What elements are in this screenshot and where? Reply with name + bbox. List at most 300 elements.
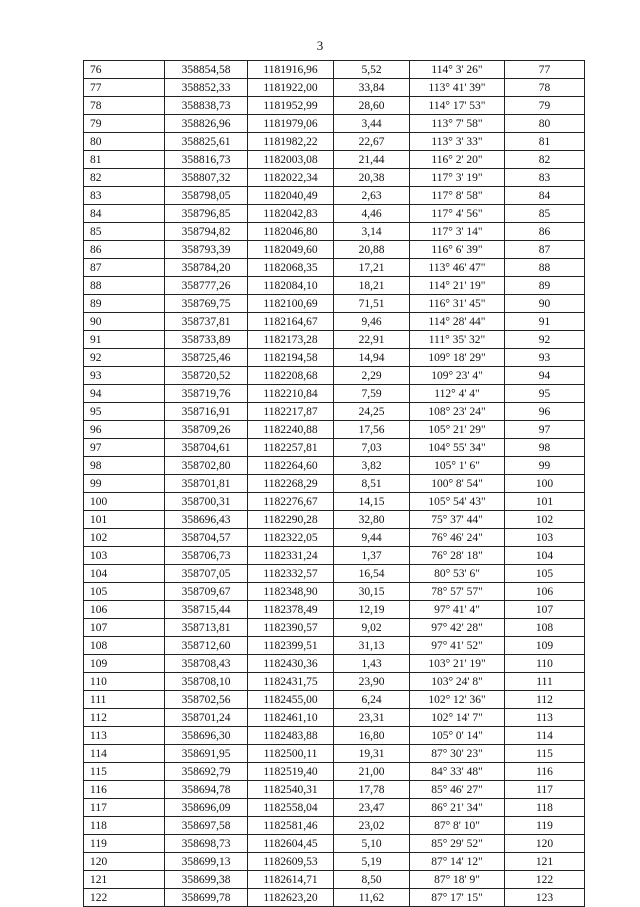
table-row: [84, 457, 585, 475]
table-cell: 105: [505, 565, 585, 583]
table-cell: 358715,44: [165, 601, 248, 619]
table-cell: 79: [505, 97, 585, 115]
table-cell: 358699,13: [165, 853, 248, 871]
table-cell: 116° 2' 20": [410, 151, 505, 169]
table-cell: 1182164,67: [248, 313, 334, 331]
table-cell: 114° 28' 44": [410, 313, 505, 331]
table-cell: 100: [505, 475, 585, 493]
table-cell: 101: [84, 511, 165, 529]
table-cell: 14,94: [334, 349, 410, 367]
table-cell: 107: [505, 601, 585, 619]
table-cell: 117° 3' 14": [410, 223, 505, 241]
table-row: [84, 367, 585, 385]
table-cell: 82: [84, 169, 165, 187]
table-cell: 6,24: [334, 691, 410, 709]
table-cell: 358691,95: [165, 745, 248, 763]
table-cell: 1182348,90: [248, 583, 334, 601]
table-cell: 105° 0' 14": [410, 727, 505, 745]
table-cell: 358699,38: [165, 871, 248, 889]
table-cell: 87: [84, 259, 165, 277]
table-cell: 358798,05: [165, 187, 248, 205]
table-cell: 85: [505, 205, 585, 223]
table-cell: 110: [505, 655, 585, 673]
table-cell: 86: [84, 241, 165, 259]
table-cell: 113: [505, 709, 585, 727]
table-row: [84, 835, 585, 853]
table-cell: 2,63: [334, 187, 410, 205]
table-cell: 2,29: [334, 367, 410, 385]
table-cell: 77: [84, 79, 165, 97]
table-row: [84, 331, 585, 349]
table-row: [84, 349, 585, 367]
table-cell: 1181922,00: [248, 79, 334, 97]
table-cell: 20,38: [334, 169, 410, 187]
table-cell: 99: [84, 475, 165, 493]
table-row: [84, 115, 585, 133]
table-cell: 358706,73: [165, 547, 248, 565]
table-cell: 112: [505, 691, 585, 709]
table-cell: 89: [84, 295, 165, 313]
table-row: [84, 799, 585, 817]
table-row: [84, 313, 585, 331]
table-cell: 23,47: [334, 799, 410, 817]
table-cell: 93: [84, 367, 165, 385]
table-row: [84, 583, 585, 601]
table-row: [84, 673, 585, 691]
table-cell: 21,00: [334, 763, 410, 781]
table-cell: 1182173,28: [248, 331, 334, 349]
table-cell: 358816,73: [165, 151, 248, 169]
table-cell: 1182068,35: [248, 259, 334, 277]
table-cell: 103° 24' 8": [410, 673, 505, 691]
table-cell: 83: [84, 187, 165, 205]
table-cell: 358719,76: [165, 385, 248, 403]
table-cell: 118: [84, 817, 165, 835]
table-cell: 93: [505, 349, 585, 367]
table-cell: 120: [505, 835, 585, 853]
table-cell: 1182519,40: [248, 763, 334, 781]
table-cell: 122: [505, 871, 585, 889]
table-cell: 102° 14' 7": [410, 709, 505, 727]
table-cell: 358704,61: [165, 439, 248, 457]
table-cell: 86° 21' 34": [410, 799, 505, 817]
table-cell: 117: [505, 781, 585, 799]
table-cell: 1182040,49: [248, 187, 334, 205]
table-cell: 23,90: [334, 673, 410, 691]
table-row: [84, 295, 585, 313]
table-cell: 358854,58: [165, 61, 248, 79]
table-cell: 358838,73: [165, 97, 248, 115]
table-cell: 119: [84, 835, 165, 853]
table-cell: 89: [505, 277, 585, 295]
table-cell: 358826,96: [165, 115, 248, 133]
table-cell: 77: [505, 61, 585, 79]
table-cell: 105° 54' 43": [410, 493, 505, 511]
table-cell: 111: [505, 673, 585, 691]
table-cell: 91: [84, 331, 165, 349]
table-cell: 1182322,05: [248, 529, 334, 547]
table-cell: 103: [84, 547, 165, 565]
table-cell: 116° 6' 39": [410, 241, 505, 259]
table-cell: 116: [505, 763, 585, 781]
table-cell: 108: [84, 637, 165, 655]
table-cell: 358708,10: [165, 673, 248, 691]
coordinates-table: [83, 60, 585, 907]
table-cell: 87° 17' 15": [410, 889, 505, 907]
table-cell: 14,15: [334, 493, 410, 511]
table-cell: 1182614,71: [248, 871, 334, 889]
table-cell: 358707,05: [165, 565, 248, 583]
table-cell: 1182084,10: [248, 277, 334, 295]
table-cell: 1182210,84: [248, 385, 334, 403]
table-cell: 358696,43: [165, 511, 248, 529]
table-cell: 358709,26: [165, 421, 248, 439]
table-cell: 12,19: [334, 601, 410, 619]
table-cell: 358704,57: [165, 529, 248, 547]
table-cell: 1182604,45: [248, 835, 334, 853]
table-cell: 17,21: [334, 259, 410, 277]
table-cell: 80° 53' 6": [410, 565, 505, 583]
table-cell: 30,15: [334, 583, 410, 601]
table-cell: 1182022,34: [248, 169, 334, 187]
table-cell: 1182461,10: [248, 709, 334, 727]
table-cell: 358769,75: [165, 295, 248, 313]
table-cell: 1182558,04: [248, 799, 334, 817]
table-cell: 3,82: [334, 457, 410, 475]
table-cell: 118: [505, 799, 585, 817]
table-cell: 358737,81: [165, 313, 248, 331]
table-row: [84, 205, 585, 223]
coordinates-table-body: [84, 61, 585, 907]
table-row: [84, 187, 585, 205]
table-cell: 81: [505, 133, 585, 151]
table-cell: 1182049,60: [248, 241, 334, 259]
table-cell: 358701,24: [165, 709, 248, 727]
table-row: [84, 97, 585, 115]
table-cell: 358692,79: [165, 763, 248, 781]
table-cell: 1182609,53: [248, 853, 334, 871]
table-cell: 1181979,06: [248, 115, 334, 133]
table-row: [84, 493, 585, 511]
table-cell: 71,51: [334, 295, 410, 313]
table-cell: 100° 8' 54": [410, 475, 505, 493]
table-cell: 5,19: [334, 853, 410, 871]
table-cell: 117: [84, 799, 165, 817]
table-cell: 109: [505, 637, 585, 655]
table-row: [84, 691, 585, 709]
table-cell: 1182276,67: [248, 493, 334, 511]
table-row: [84, 169, 585, 187]
table-cell: 1182331,24: [248, 547, 334, 565]
table-cell: 3,14: [334, 223, 410, 241]
table-cell: 109: [84, 655, 165, 673]
table-cell: 358784,20: [165, 259, 248, 277]
table-cell: 22,67: [334, 133, 410, 151]
table-cell: 1182100,69: [248, 295, 334, 313]
table-row: [84, 61, 585, 79]
table-cell: 358720,52: [165, 367, 248, 385]
table-cell: 109° 23' 4": [410, 367, 505, 385]
table-cell: 113° 41' 39": [410, 79, 505, 97]
table-cell: 11,62: [334, 889, 410, 907]
table-cell: 105° 1' 6": [410, 457, 505, 475]
table-cell: 104: [84, 565, 165, 583]
table-cell: 1182623,20: [248, 889, 334, 907]
table-row: [84, 655, 585, 673]
table-cell: 105: [84, 583, 165, 601]
table-cell: 358733,89: [165, 331, 248, 349]
table-cell: 102: [505, 511, 585, 529]
table-cell: 120: [84, 853, 165, 871]
table-cell: 87: [505, 241, 585, 259]
table-cell: 86: [505, 223, 585, 241]
table-cell: 97° 42' 28": [410, 619, 505, 637]
table-cell: 1181916,96: [248, 61, 334, 79]
table-row: [84, 871, 585, 889]
table-cell: 32,80: [334, 511, 410, 529]
table-row: [84, 439, 585, 457]
table-cell: 1181952,99: [248, 97, 334, 115]
table-cell: 111: [84, 691, 165, 709]
table-cell: 1182003,08: [248, 151, 334, 169]
table-cell: 1182431,75: [248, 673, 334, 691]
table-cell: 33,84: [334, 79, 410, 97]
table-row: [84, 889, 585, 907]
table-cell: 99: [505, 457, 585, 475]
table-cell: 101: [505, 493, 585, 511]
table-cell: 1182042,83: [248, 205, 334, 223]
table-cell: 112: [84, 709, 165, 727]
table-cell: 97: [505, 421, 585, 439]
table-cell: 358725,46: [165, 349, 248, 367]
table-cell: 104: [505, 547, 585, 565]
table-cell: 1182217,87: [248, 403, 334, 421]
table-cell: 94: [84, 385, 165, 403]
table-cell: 80: [505, 115, 585, 133]
table-cell: 113° 3' 33": [410, 133, 505, 151]
table-cell: 103° 21' 19": [410, 655, 505, 673]
table-cell: 1182264,60: [248, 457, 334, 475]
table-cell: 96: [505, 403, 585, 421]
table-row: [84, 529, 585, 547]
table-cell: 115: [84, 763, 165, 781]
table-cell: 114: [505, 727, 585, 745]
table-cell: 85° 29' 52": [410, 835, 505, 853]
table-cell: 5,10: [334, 835, 410, 853]
table-cell: 78: [505, 79, 585, 97]
table-cell: 358708,43: [165, 655, 248, 673]
table-cell: 121: [84, 871, 165, 889]
table-row: [84, 421, 585, 439]
table-cell: 17,56: [334, 421, 410, 439]
table-cell: 114° 21' 19": [410, 277, 505, 295]
table-cell: 108° 23' 24": [410, 403, 505, 421]
table-cell: 358777,26: [165, 277, 248, 295]
table-cell: 98: [505, 439, 585, 457]
table-cell: 112° 4' 4": [410, 385, 505, 403]
table-row: [84, 475, 585, 493]
table-row: [84, 385, 585, 403]
table-row: [84, 133, 585, 151]
page-number: 3: [316, 38, 324, 53]
table-cell: 358696,30: [165, 727, 248, 745]
table-cell: 106: [505, 583, 585, 601]
table-row: [84, 781, 585, 799]
table-row: [84, 151, 585, 169]
table-cell: 97° 41' 4": [410, 601, 505, 619]
table-cell: 1182378,49: [248, 601, 334, 619]
table-cell: 87° 14' 12": [410, 853, 505, 871]
table-cell: 358700,31: [165, 493, 248, 511]
table-cell: 7,03: [334, 439, 410, 457]
table-cell: 3,44: [334, 115, 410, 133]
table-cell: 358697,58: [165, 817, 248, 835]
table-cell: 1182332,57: [248, 565, 334, 583]
table-cell: 358852,33: [165, 79, 248, 97]
table-cell: 358694,78: [165, 781, 248, 799]
table-cell: 97: [84, 439, 165, 457]
table-cell: 110: [84, 673, 165, 691]
table-cell: 358793,39: [165, 241, 248, 259]
table-cell: 9,44: [334, 529, 410, 547]
table-cell: 20,88: [334, 241, 410, 259]
table-cell: 1182430,36: [248, 655, 334, 673]
table-cell: 80: [84, 133, 165, 151]
table-row: [84, 277, 585, 295]
table-cell: 8,50: [334, 871, 410, 889]
table-cell: 113° 46' 47": [410, 259, 505, 277]
table-row: [84, 727, 585, 745]
table-cell: 87° 30' 23": [410, 745, 505, 763]
table-row: [84, 403, 585, 421]
table-cell: 79: [84, 115, 165, 133]
table-cell: 84: [84, 205, 165, 223]
table-cell: 88: [84, 277, 165, 295]
table-cell: 88: [505, 259, 585, 277]
table-cell: 8,51: [334, 475, 410, 493]
table-cell: 9,46: [334, 313, 410, 331]
table-cell: 117° 4' 56": [410, 205, 505, 223]
table-cell: 1182483,88: [248, 727, 334, 745]
table-row: [84, 709, 585, 727]
table-row: [84, 601, 585, 619]
table-cell: 21,44: [334, 151, 410, 169]
table-cell: 358712,60: [165, 637, 248, 655]
table-cell: 119: [505, 817, 585, 835]
table-cell: 358807,32: [165, 169, 248, 187]
table-cell: 78: [84, 97, 165, 115]
table-cell: 1182399,51: [248, 637, 334, 655]
table-row: [84, 817, 585, 835]
table-cell: 23,02: [334, 817, 410, 835]
table-cell: 107: [84, 619, 165, 637]
table-cell: 358713,81: [165, 619, 248, 637]
table-cell: 1182390,57: [248, 619, 334, 637]
table-cell: 358698,73: [165, 835, 248, 853]
table-cell: 358702,56: [165, 691, 248, 709]
table-row: [84, 241, 585, 259]
table-cell: 358794,82: [165, 223, 248, 241]
table-cell: 91: [505, 313, 585, 331]
table-cell: 117° 3' 19": [410, 169, 505, 187]
table-cell: 1182540,31: [248, 781, 334, 799]
table-cell: 78° 57' 57": [410, 583, 505, 601]
table-cell: 90: [84, 313, 165, 331]
table-row: [84, 223, 585, 241]
table-cell: 116° 31' 45": [410, 295, 505, 313]
table-cell: 83: [505, 169, 585, 187]
table-cell: 1182194,58: [248, 349, 334, 367]
table-cell: 358825,61: [165, 133, 248, 151]
table-cell: 92: [505, 331, 585, 349]
table-cell: 109° 18' 29": [410, 349, 505, 367]
table-cell: 96: [84, 421, 165, 439]
table-cell: 76° 46' 24": [410, 529, 505, 547]
table-cell: 1181982,22: [248, 133, 334, 151]
table-cell: 111° 35' 32": [410, 331, 505, 349]
table-cell: 94: [505, 367, 585, 385]
table-cell: 121: [505, 853, 585, 871]
table-cell: 114° 3' 26": [410, 61, 505, 79]
table-cell: 87° 8' 10": [410, 817, 505, 835]
table-cell: 115: [505, 745, 585, 763]
table-cell: 16,80: [334, 727, 410, 745]
table-cell: 98: [84, 457, 165, 475]
table-cell: 19,31: [334, 745, 410, 763]
table-cell: 122: [84, 889, 165, 907]
table-cell: 84: [505, 187, 585, 205]
table-cell: 22,91: [334, 331, 410, 349]
table-cell: 1182500,11: [248, 745, 334, 763]
table-cell: 106: [84, 601, 165, 619]
table-cell: 117° 8' 58": [410, 187, 505, 205]
table-cell: 113° 7' 58": [410, 115, 505, 133]
table-cell: 102° 12' 36": [410, 691, 505, 709]
table-cell: 1182046,80: [248, 223, 334, 241]
table-cell: 1182240,88: [248, 421, 334, 439]
table-cell: 76: [84, 61, 165, 79]
table-cell: 1182581,46: [248, 817, 334, 835]
table-cell: 108: [505, 619, 585, 637]
table-cell: 90: [505, 295, 585, 313]
table-cell: 97° 41' 52": [410, 637, 505, 655]
table-cell: 28,60: [334, 97, 410, 115]
table-cell: 1182208,68: [248, 367, 334, 385]
table-cell: 358716,91: [165, 403, 248, 421]
table-cell: 85° 46' 27": [410, 781, 505, 799]
table-cell: 102: [84, 529, 165, 547]
table-row: [84, 511, 585, 529]
table-cell: 100: [84, 493, 165, 511]
table-row: [84, 637, 585, 655]
table-cell: 103: [505, 529, 585, 547]
table-cell: 4,46: [334, 205, 410, 223]
table-cell: 358709,67: [165, 583, 248, 601]
table-cell: 5,52: [334, 61, 410, 79]
table-cell: 358796,85: [165, 205, 248, 223]
table-cell: 104° 55' 34": [410, 439, 505, 457]
table-row: [84, 763, 585, 781]
table-cell: 358699,78: [165, 889, 248, 907]
table-cell: 114° 17' 53": [410, 97, 505, 115]
table-cell: 113: [84, 727, 165, 745]
table-row: [84, 259, 585, 277]
table-row: [84, 565, 585, 583]
table-cell: 31,13: [334, 637, 410, 655]
table-cell: 1182268,29: [248, 475, 334, 493]
table-cell: 105° 21' 29": [410, 421, 505, 439]
table-cell: 84° 33' 48": [410, 763, 505, 781]
